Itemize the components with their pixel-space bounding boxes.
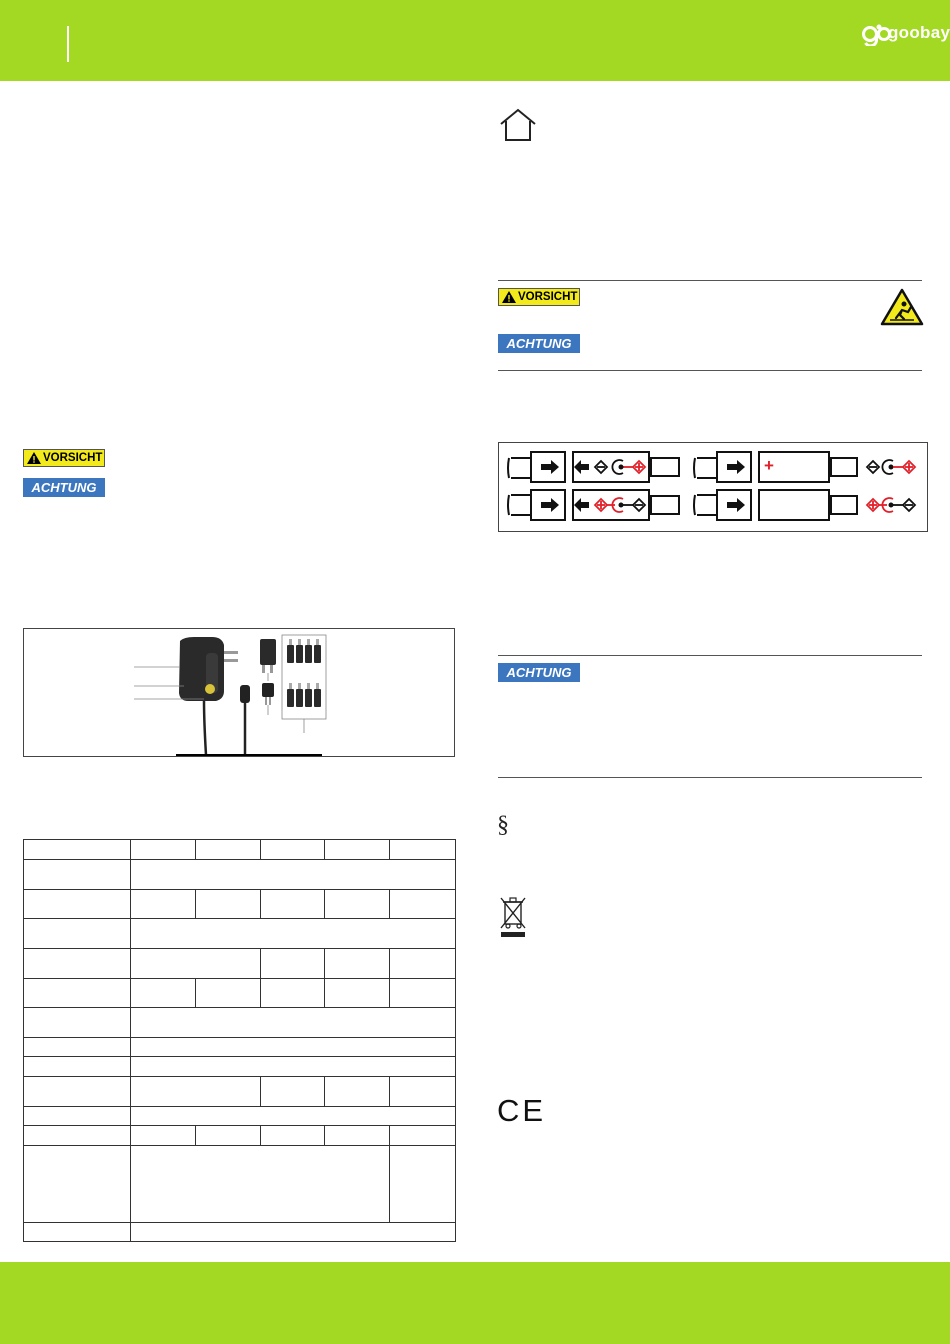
warning-triangle-icon [27,452,41,464]
table-row [24,1077,456,1107]
polarity-diagram [498,442,928,532]
table-row [24,1107,456,1126]
brand-name: goobay [888,23,950,42]
section-divider [498,280,922,281]
table-row [24,1057,456,1077]
product-figure [23,628,455,757]
section-divider [498,777,922,778]
polarity-plus-sign: + [764,456,774,475]
achtung-badge-right: ACHTUNG [498,334,580,353]
achtung-badge-right-2: ACHTUNG [498,663,580,682]
table-row [24,979,456,1008]
table-row [24,1008,456,1038]
table-row [24,840,456,860]
power-adapter-illustration-icon [24,629,454,756]
weee-bin-icon [499,895,527,937]
table-row [24,1126,456,1146]
section-divider [498,655,922,656]
section-divider [498,370,922,371]
vorsicht-badge-left [23,449,105,467]
paragraph-icon: § [497,812,509,838]
page-footer [0,1262,950,1344]
table-row [24,1223,456,1242]
vorsicht-badge-right [498,288,580,306]
polarity-diagram-graphic-icon [499,443,927,531]
table-row [24,1038,456,1057]
achtung-badge-left: ACHTUNG [23,478,105,497]
specifications-table [23,839,456,1242]
ce-mark-icon: CE [497,1093,547,1128]
table-row [24,1146,456,1223]
vorsicht-label: VORSICHT [43,452,103,464]
warning-triangle-icon [502,291,516,303]
header-divider [67,26,69,62]
table-row [24,919,456,949]
trip-hazard-sign-icon [880,288,924,326]
table-row [24,860,456,890]
home-icon [498,108,538,142]
vorsicht-label: VORSICHT [518,291,578,303]
table-row [24,949,456,979]
page-header [0,0,950,81]
table-row [24,890,456,919]
